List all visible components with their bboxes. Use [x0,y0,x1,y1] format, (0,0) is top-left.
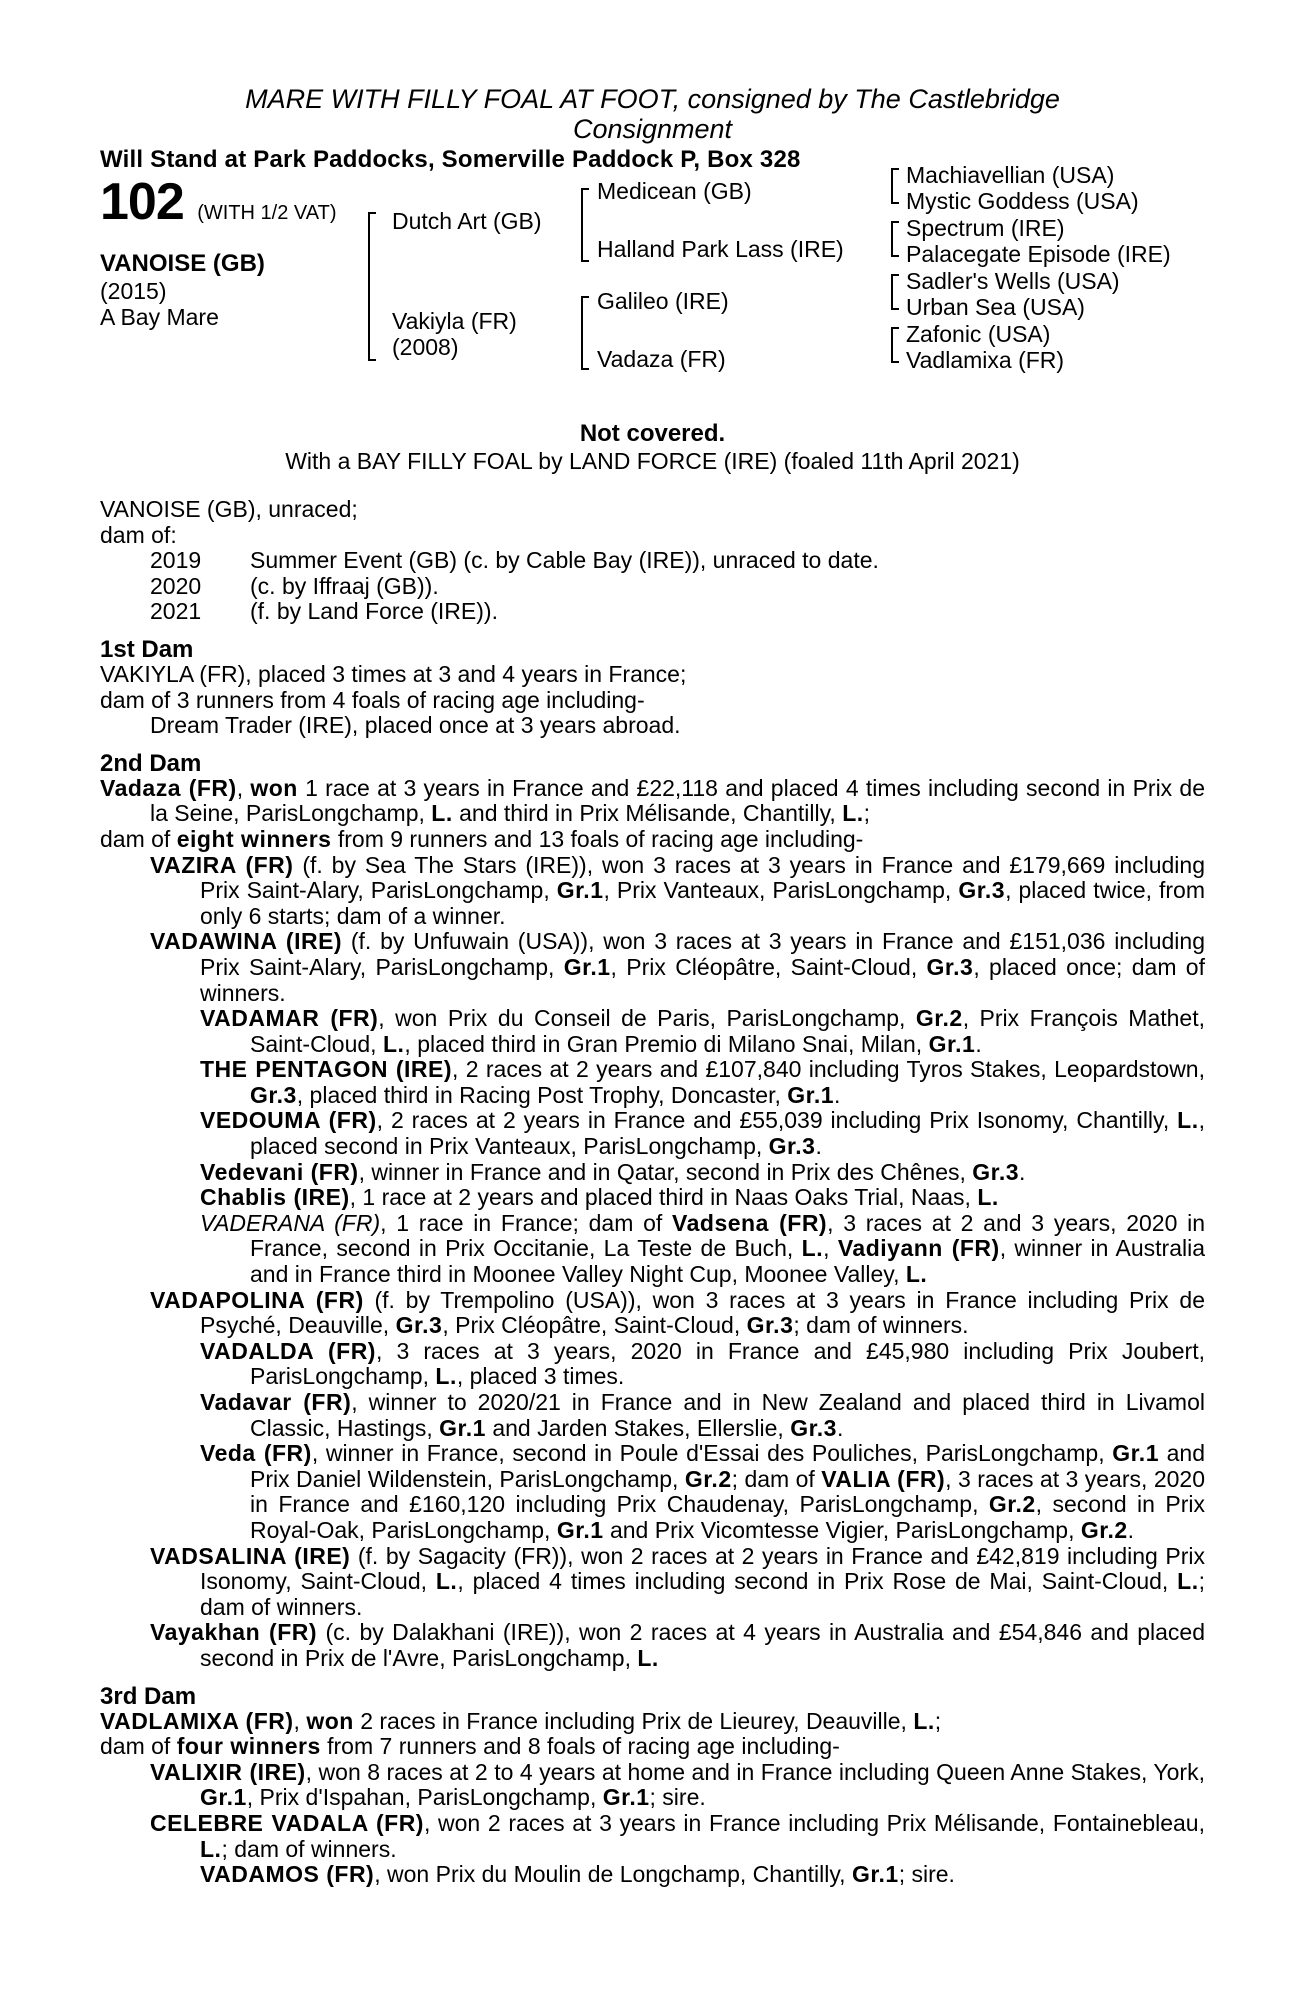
produce-entry [100,1006,1205,1057]
text: . [975,1030,982,1057]
produce-entry [100,1862,1205,1888]
text: , Prix Cléopâtre, Saint-Cloud, [442,1312,747,1339]
pedigree-bracket-2b [581,296,589,370]
text: (f. by Unfuwain (USA)), won 3 races at 3 years in France and £151,036 including Prix Saint-Alary, ParisLongchamp, [200,928,1205,980]
text: , winner in France and in Qatar, second in Prix des Chênes, [358,1158,973,1185]
horse-name: VALIXIR (IRE) [150,1758,306,1785]
horse-name: VANOISE (GB) [100,250,265,277]
text: . [834,1081,841,1108]
header-line-2: Consignment [572,114,733,144]
produce-entry [100,1339,1205,1390]
dam-record: VAKIYLA (FR), placed 3 times at 3 and 4 years in France; [100,660,687,687]
produce-year: 2021 [150,598,202,625]
horse-name: VADAMOS (FR) [200,1861,375,1888]
text: from 9 runners and 13 foals of racing age including- [331,825,864,852]
horse-name: Vadsena (FR) [672,1209,828,1236]
dam-record: Vadaza (FR), won 1 race at 3 years in France and £22,118 and placed 4 times including second in Prix de la Seine, ParisLongchamp, L. and third in Prix Mélisande, Chantilly, L.; [100,774,1205,827]
entry-text [200,1006,1205,1057]
lot-number: 102 [100,173,184,231]
grade: Gr.1 [787,1081,835,1108]
horse-name: VADERANA (FR) [200,1209,381,1236]
produce-entry [100,1441,1205,1543]
text: , won 8 races at 2 to 4 years at home and in France including Queen Anne Stakes, York, [305,1758,1205,1785]
text: , won Prix du Conseil de Paris, ParisLongchamp, [378,1005,916,1032]
text: (c. by Dalakhani (IRE)), won 2 races at 4 years in Australia and £54,846 and placed second in Prix de l'Avre, ParisLongchamp, [200,1619,1205,1671]
text: ; dam of winners. [200,1568,1205,1620]
produce-entry [100,1057,1205,1108]
dam-record: VADLAMIXA (FR), won 2 races in France including Prix de Lieurey, Deauville, L.; [100,1707,942,1734]
grade: Gr.1 [602,1784,650,1811]
produce-row [100,574,1205,600]
text: ; dam of [731,1465,822,1492]
text: , placed 4 times including second in Prix Rose de Mai, Saint-Cloud, [457,1568,1178,1595]
horse-name: THE PENTAGON (IRE) [200,1056,452,1083]
dam-produce-summary: dam of 3 runners from 4 foals of racing age including- [100,686,645,713]
produce-entry: Dream Trader (IRE), placed once at 3 years abroad. [150,712,681,739]
horse-name: Chablis (IRE) [200,1184,350,1211]
horse-name: Vadavar (FR) [200,1389,352,1415]
grade: L. [1177,1568,1199,1595]
grade: Gr.3 [926,953,974,980]
pedigree-gen3-6: Urban Sea (USA) [906,294,1085,320]
text: , 2 races at 2 years in France and £55,039 including Prix Isonomy, Chantilly, [376,1107,1178,1134]
horse-description: A Bay Mare [100,304,219,330]
grade: L. [977,1184,999,1211]
grade: L. [382,1030,405,1057]
grade: Gr.1 [1112,1440,1159,1467]
text: , placed third in Racing Post Trophy, Doncaster, [296,1081,788,1108]
text: 2 races in France including Prix de Lieurey, Deauville, [353,1707,914,1734]
produce-row [100,599,1205,625]
entry-text [200,1441,1205,1543]
text: , 3 races at 3 years, 2020 in France and £45,980 including Prix Joubert, ParisLongchamp, [250,1337,1205,1390]
grade: Gr.2 [915,1005,963,1032]
text: , placed 3 times. [456,1363,625,1390]
second-dam-section [100,751,1205,1672]
text: and Jarden Stakes, Ellerslie, [485,1414,791,1441]
horse-name: VADSALINA (IRE) [150,1542,351,1569]
grade: Gr.1 [439,1414,486,1441]
pedigree-gen2-4: Vadaza (FR) [597,346,726,372]
pedigree-gen3-3: Spectrum (IRE) [906,215,1065,241]
text: , won 2 races at 3 years in France including Prix Mélisande, Fontainebleau, [423,1809,1205,1836]
produce-section [100,497,1205,625]
entry-text [150,929,1205,1006]
grade: Gr.3 [746,1312,794,1339]
text: . [815,1133,822,1160]
text: , placed once; dam of winners. [200,953,1205,1006]
horse-name: VALIA (FR) [821,1465,946,1492]
text: ; sire. [649,1784,706,1811]
text: from 7 runners and 8 foals of racing age including- [320,1733,840,1760]
grade: Gr.2 [988,1491,1036,1518]
pedigree-bracket-1 [368,212,376,361]
pedigree-gen2-3: Galileo (IRE) [597,288,729,314]
pedigree-dam: Vakiyla (FR) [392,308,517,334]
produce-text: Summer Event (GB) (c. by Cable Bay (IRE)), unraced to date. [250,547,879,574]
produce-year: 2019 [150,547,202,574]
entry-text [200,1862,1205,1888]
pedigree-block [100,162,1205,414]
produce-row [100,548,1205,574]
text: , winner in Australia and in France third in Moonee Valley Night Cup, Moonee Valley, [250,1235,1206,1288]
horse-year: (2015) [100,278,167,304]
dam-produce-summary [100,827,1205,853]
pedigree-gen3-7: Zafonic (USA) [906,321,1051,347]
grade: Gr.3 [768,1133,816,1160]
produce-entry [100,1620,1205,1671]
text: , Prix Cléopâtre, Saint-Cloud, [610,953,927,980]
pedigree-bracket-3c [891,274,899,310]
pedigree-gen2-2: Halland Park Lass (IRE) [597,236,844,262]
text: , second in Prix Royal-Oak, ParisLongchamp, [250,1491,1205,1543]
entry-text [200,1160,1205,1186]
grade: L. [200,1835,222,1862]
produce-text: (c. by Iffraaj (GB)). [250,572,439,599]
section-title: 3rd Dam [100,1682,197,1710]
first-dam-section [100,637,1205,739]
grade: Gr.1 [556,877,604,904]
produce-damof: dam of: [100,521,177,548]
text: , 1 race at 2 years and placed third in Naas Oaks Trial, Naas, [349,1184,978,1211]
text: . [1127,1516,1135,1543]
horse-name: Vedevani (FR) [200,1158,359,1185]
entry-text [200,1057,1205,1108]
grade: Gr.1 [200,1784,247,1811]
section-title: 2nd Dam [100,749,202,777]
grade: Gr.3 [958,877,1006,904]
entry-text [200,1108,1205,1159]
vat-note: (WITH 1/2 VAT) [197,202,337,224]
text: , winner to 2020/21 in France and in New Zealand and placed third in Livamol Classic, Hastings, [250,1389,1205,1441]
text: (f. by Sea The Stars (IRE)), won 3 races at 3 years in France and £179,669 including Prix Saint-Alary, ParisLongchamp, [200,851,1205,904]
section-title: 1st Dam [100,635,194,663]
entry-text [200,1211,1205,1288]
text: , 3 races at 2 and 3 years, 2020 in France, second in Prix Occitanie, La Teste de Buch, [250,1209,1206,1262]
text: ; [863,800,871,827]
grade: Gr.3 [972,1158,1020,1185]
text: , 2 races at 2 years and £107,840 including Tyros Stakes, Leopardstown, [452,1056,1205,1083]
grade: Gr.2 [684,1465,732,1492]
catalogue-page [100,84,1205,1888]
horse-name: Vayakhan (FR) [150,1619,318,1646]
entry-text [150,1544,1205,1621]
pedigree-bracket-3b [891,221,899,257]
produce-entry [100,1760,1205,1811]
grade: L. [435,1363,457,1390]
entry-text [200,1390,1205,1441]
grade: Gr.3 [395,1312,443,1339]
text: , Prix d'Ispahan, ParisLongchamp, [246,1784,603,1811]
dam-produce-summary [100,1734,1205,1760]
horse-name: VADAMAR (FR) [200,1005,379,1032]
grade: Gr.1 [928,1030,976,1057]
grade: L. [913,1707,935,1734]
horse-name: VAZIRA (FR) [150,851,294,878]
grade: L. [905,1261,928,1288]
grade: L. [801,1235,824,1262]
covering-status: Not covered. [579,420,726,447]
text: and Prix Daniel Wildenstein, ParisLongchamp, [250,1440,1206,1492]
text: . [1019,1158,1026,1185]
text: , placed third in Gran Premio di Milano Snai, Milan, [404,1030,929,1057]
header-line-1: MARE WITH FILLY FOAL AT FOOT, consigned by The Castlebridge [245,84,1060,114]
horse-name: VADALDA (FR) [200,1337,376,1364]
grade: L. [1177,1107,1199,1134]
horse-name: VADAWINA (IRE) [150,928,343,955]
text: dam of [100,1733,177,1760]
text: and Prix Vicomtesse Vigier, ParisLongchamp, [603,1516,1081,1543]
text: , placed twice, from only 6 starts; dam of a winner. [200,877,1205,929]
pedigree-gen3-2: Mystic Goddess (USA) [906,188,1139,214]
text: ; dam of winners. [221,1835,397,1862]
produce-entry [100,1211,1205,1288]
grade: Gr.1 [556,1516,604,1543]
dam-name: VADLAMIXA (FR) [100,1707,294,1734]
text: , Prix Vanteaux, ParisLongchamp, [603,877,959,904]
produce-entry [100,1108,1205,1159]
grade: L. [637,1644,659,1671]
text: ; dam of winners. [793,1312,969,1339]
horse-name: VADAPOLINA (FR) [150,1286,364,1313]
text: dam of [100,825,177,852]
pedigree-gen3-8: Vadlamixa (FR) [906,347,1065,373]
pedigree-bracket-2a [581,188,589,262]
text: , Prix François Mathet, Saint-Cloud, [250,1005,1205,1057]
foal-note: With a BAY FILLY FOAL by LAND FORCE (IRE) (foaled 11th April 2021) [285,448,1020,474]
horse-name: Vadiyann (FR) [837,1235,1000,1262]
produce-entry [100,1160,1205,1186]
text: , 1 race in France; dam of [380,1209,673,1236]
produce-entry [100,1185,1205,1211]
produce-entry [100,1288,1205,1339]
pedigree-dam-year: (2008) [392,334,459,360]
grade: L. [435,1568,458,1595]
horse-name: CELEBRE VADALA (FR) [150,1809,424,1836]
text: and third in Prix Mélisande, Chantilly, [452,800,843,827]
produce-entry [100,853,1205,930]
horse-name: Veda (FR) [200,1440,312,1467]
grade: Gr.3 [250,1081,297,1108]
entry-text [150,1811,1205,1862]
horse-name: VEDOUMA (FR) [200,1107,377,1134]
text: , winner in France, second in Poule d'Essai des Pouliches, ParisLongchamp, [311,1440,1113,1467]
pedigree-gen3-4: Palacegate Episode (IRE) [906,241,1171,267]
text: (f. by Trempolino (USA)), won 3 races at 3 years in France including Prix de Psyché, Deauville, [200,1286,1205,1339]
produce-entry [100,1390,1205,1441]
text: 1 race at 3 years in France and £22,118 and placed 4 times including second in Prix de la Seine, ParisLongchamp, [150,774,1205,827]
won-label: won [250,774,298,801]
won-label: won [306,1707,354,1734]
text: , placed second in Prix Vanteaux, ParisLongchamp, [250,1107,1205,1160]
produce-entry [100,1544,1205,1621]
grade: Gr.1 [851,1861,899,1888]
pedigree-sire: Dutch Art (GB) [392,208,542,234]
entry-text [150,1288,1205,1339]
produce-intro: VANOISE (GB), unraced; [100,496,358,522]
entry-text [200,1339,1205,1390]
text: (f. by Sagacity (FR)), won 2 races at 2 years in France and £42,819 including Prix Isonomy, Saint-Cloud, [200,1542,1205,1595]
text: , [823,1235,838,1262]
text: ; sire. [898,1861,955,1888]
pedigree-gen2-1: Medicean (GB) [597,178,752,204]
text: ; [934,1707,942,1734]
third-dam-section [100,1684,1205,1888]
produce-entry [100,929,1205,1006]
stand-location: Will Stand at Park Paddocks, Somerville Paddock P, Box 328 [100,146,801,173]
pedigree-bracket-3a [891,168,899,204]
entry-text [150,853,1205,930]
produce-entry [100,1811,1205,1862]
grade: Gr.2 [1080,1516,1128,1543]
produce-text: (f. by Land Force (IRE)). [250,598,498,625]
text: , won Prix du Moulin de Longchamp, Chantilly, [374,1861,852,1888]
pedigree-gen3-1: Machiavellian (USA) [906,162,1115,188]
grade: Gr.3 [790,1414,837,1441]
produce-year: 2020 [150,572,202,599]
pedigree-gen3-5: Sadler's Wells (USA) [906,268,1120,294]
entry-text [150,1620,1205,1671]
winners-count: four winners [176,1733,321,1760]
lot-number-line [100,173,337,239]
entry-text [150,1760,1205,1811]
grade: Gr.1 [563,953,611,980]
pedigree-bracket-3d [891,327,899,363]
entry-text [200,1185,1205,1211]
text: . [836,1414,844,1441]
grade: L. [431,800,453,827]
dam-name: Vadaza (FR) [100,774,237,801]
consignment-header [100,84,1205,144]
winners-count: eight winners [176,825,332,852]
text: , 3 races at 3 years, 2020 in France and £160,120 including Prix Chaudenay, ParisLongchamp, [250,1465,1206,1518]
grade: L. [842,800,864,827]
